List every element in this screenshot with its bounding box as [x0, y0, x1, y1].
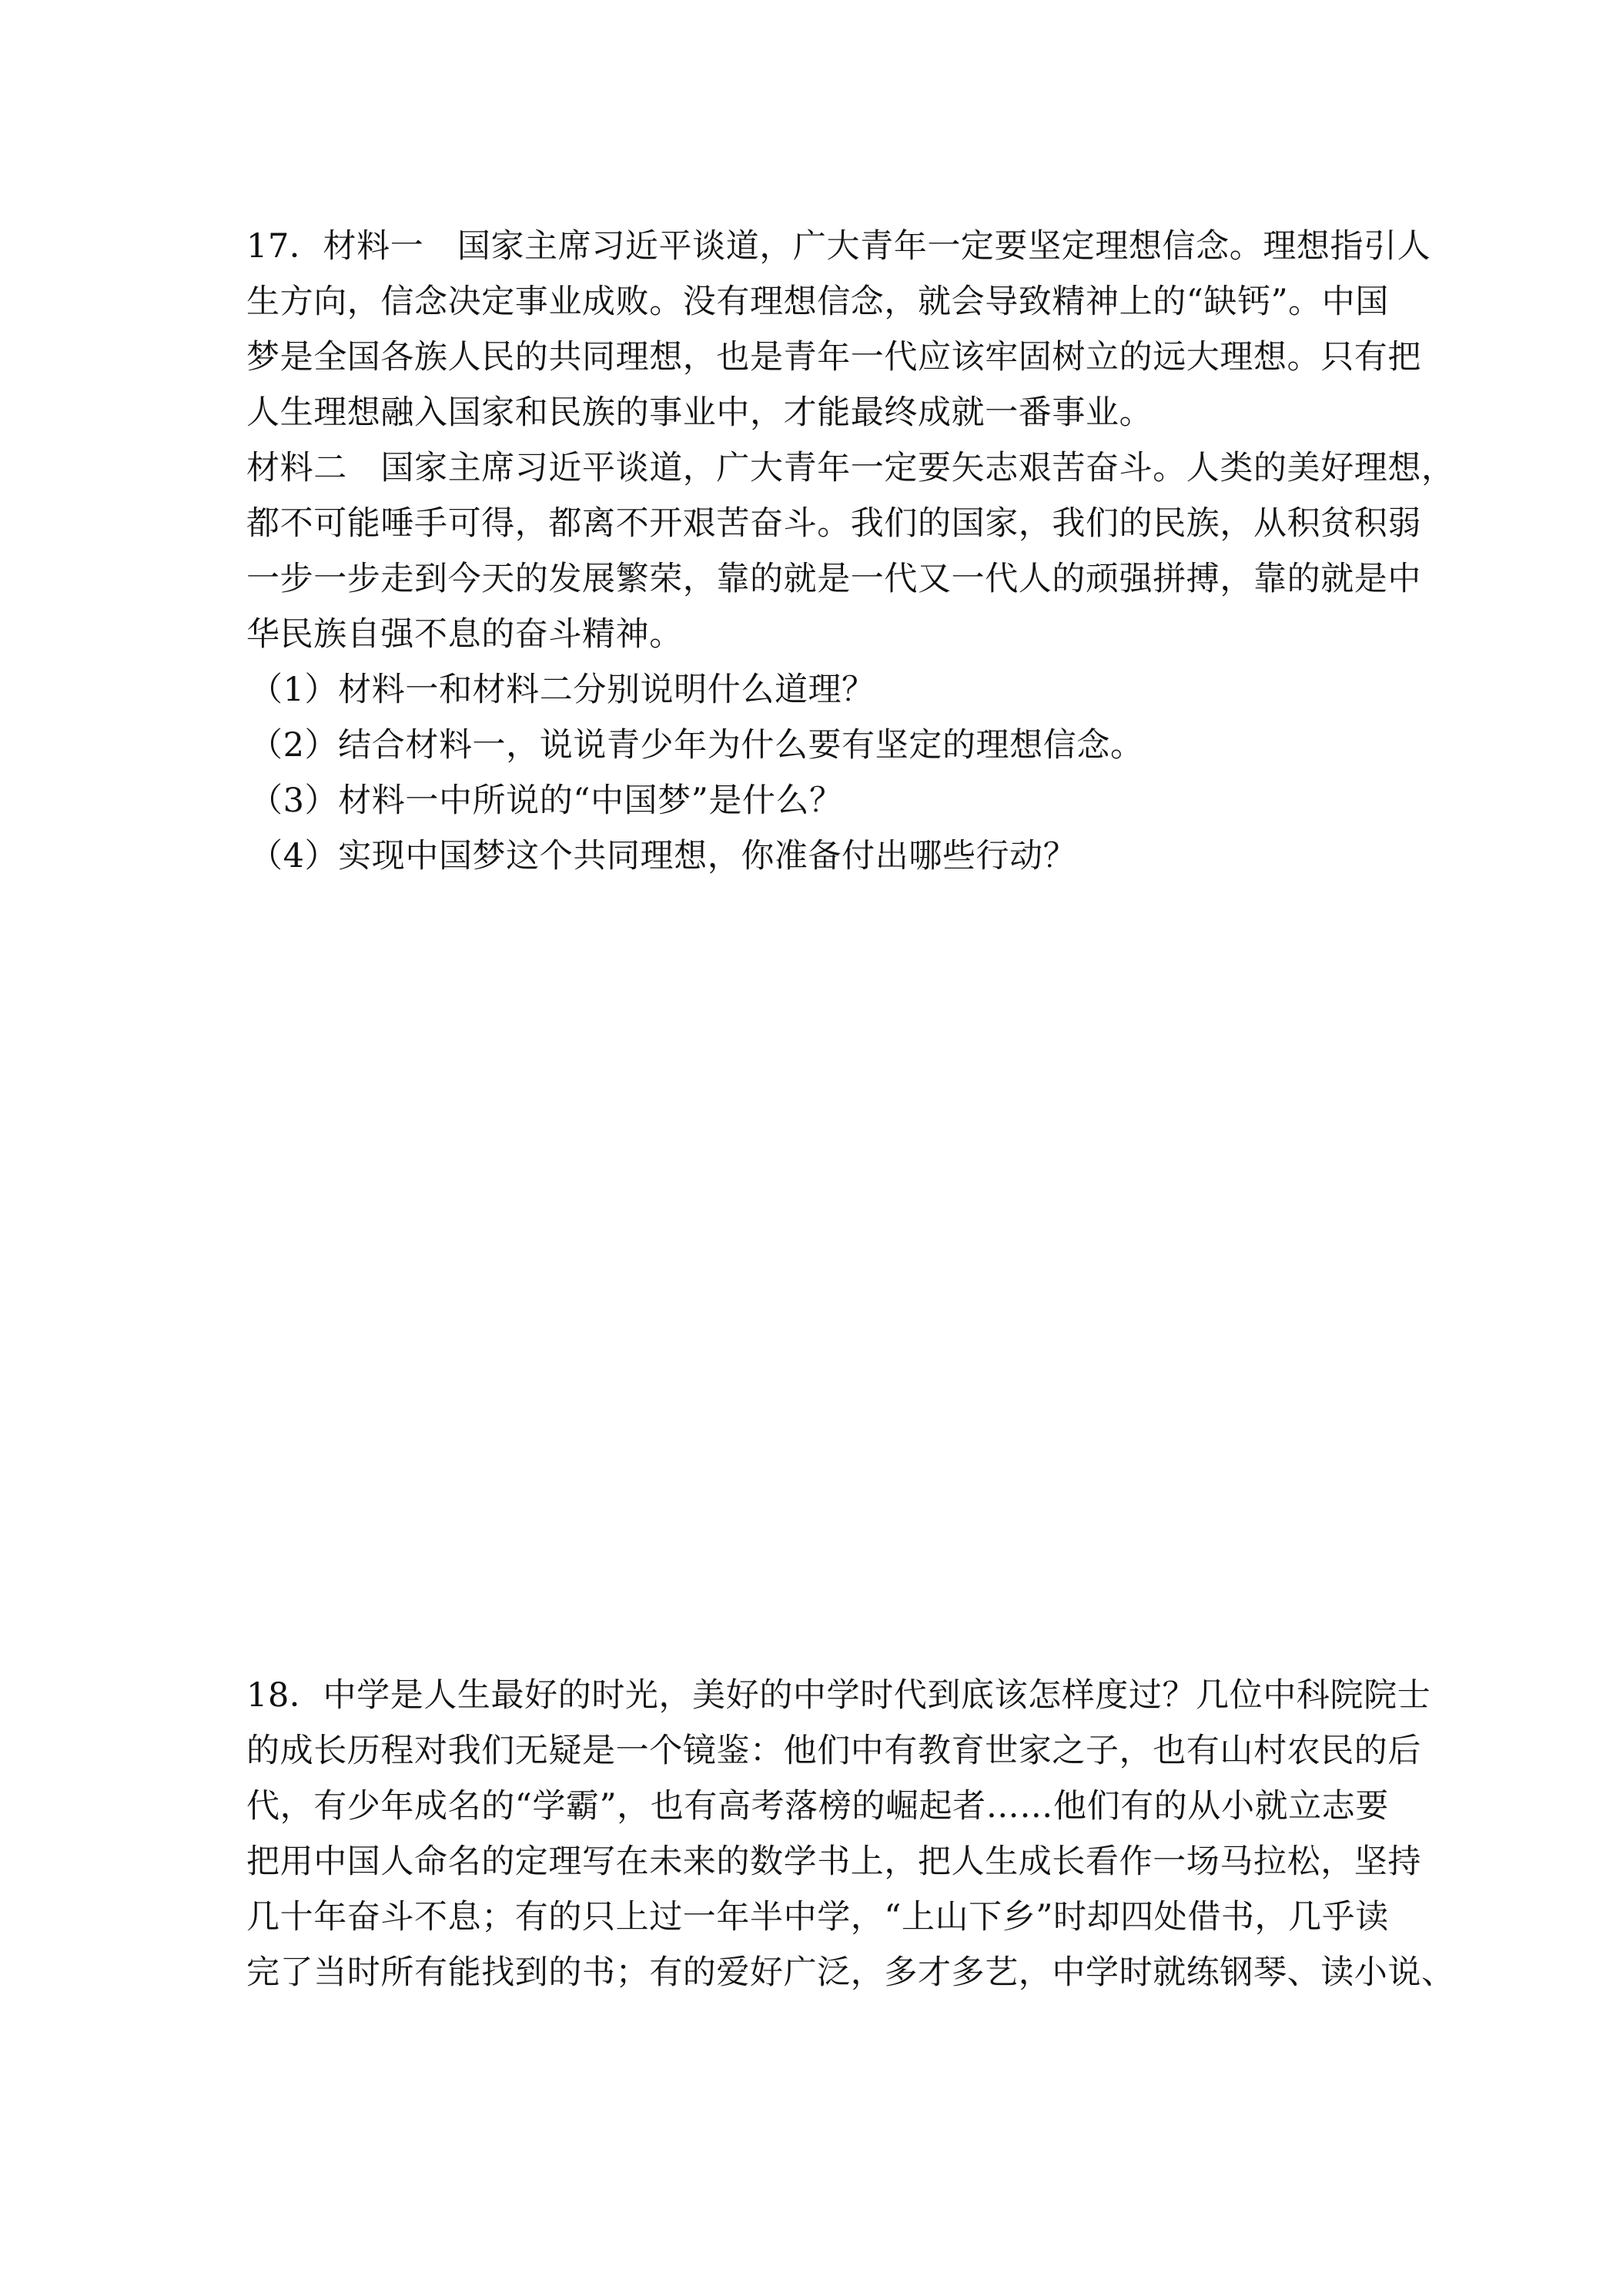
question-17-line-1: 17．材料一 国家主席习近平谈道，广大青年一定要坚定理想信念。理想指引人 [246, 227, 1431, 266]
question-17-material-2-line-2: 都不可能唾手可得，都离不开艰苦奋斗。我们的国家，我们的民族，从积贫积弱 [246, 504, 1421, 543]
question-18-line-1: 18．中学是人生最好的时光，美好的中学时代到底该怎样度过？几位中科院院士 [246, 1676, 1431, 1715]
question-18-line-3: 代，有少年成名的“学霸”，也有高考落榜的崛起者……他们有的从小就立志要 [246, 1787, 1389, 1826]
question-17-line-4: 人生理想融入国家和民族的事业中，才能最终成就一番事业。 [246, 393, 1153, 432]
sub-question-3: （3）材料一中所说的“中国梦”是什么？ [249, 782, 843, 820]
question-17-material-2-line-1: 材料二 国家主席习近平谈道，广大青年一定要矢志艰苦奋斗。人类的美好理想， [246, 449, 1455, 487]
question-17-line-3: 梦是全国各族人民的共同理想，也是青年一代应该牢固树立的远大理想。只有把 [246, 338, 1421, 377]
sub-question-1: （1）材料一和材料二分别说明什么道理？ [249, 671, 875, 709]
question-17 [246, 219, 1455, 884]
question-17-material-2-line-3: 一步一步走到今天的发展繁荣，靠的就是一代又一代人的顽强拼搏，靠的就是中 [246, 560, 1421, 598]
question-18-line-5: 几十年奋斗不息；有的只上过一年半中学，“上山下乡”时却四处借书，几乎读 [246, 1898, 1389, 1936]
sub-question-2: （2）结合材料一，说说青少年为什么要有坚定的理想信念。 [249, 726, 1144, 765]
question-18 [246, 1668, 1455, 2000]
question-17-line-2: 生方向，信念决定事业成败。没有理想信念，就会导致精神上的“缺钙”。中国 [246, 283, 1389, 321]
question-18-line-6: 完了当时所有能找到的书；有的爱好广泛，多才多艺，中学时就练钢琴、读小说、 [246, 1953, 1455, 1992]
sub-question-4: （4）实现中国梦这个共同理想，你准备付出哪些行动？ [249, 837, 1077, 875]
question-18-line-2: 的成长历程对我们无疑是一个镜鉴：他们中有教育世家之子，也有山村农民的后 [246, 1732, 1421, 1770]
question-18-line-4: 把用中国人命名的定理写在未来的数学书上，把人生成长看作一场马拉松，坚持 [246, 1842, 1421, 1881]
question-17-material-2-line-4: 华民族自强不息的奋斗精神。 [246, 615, 683, 654]
